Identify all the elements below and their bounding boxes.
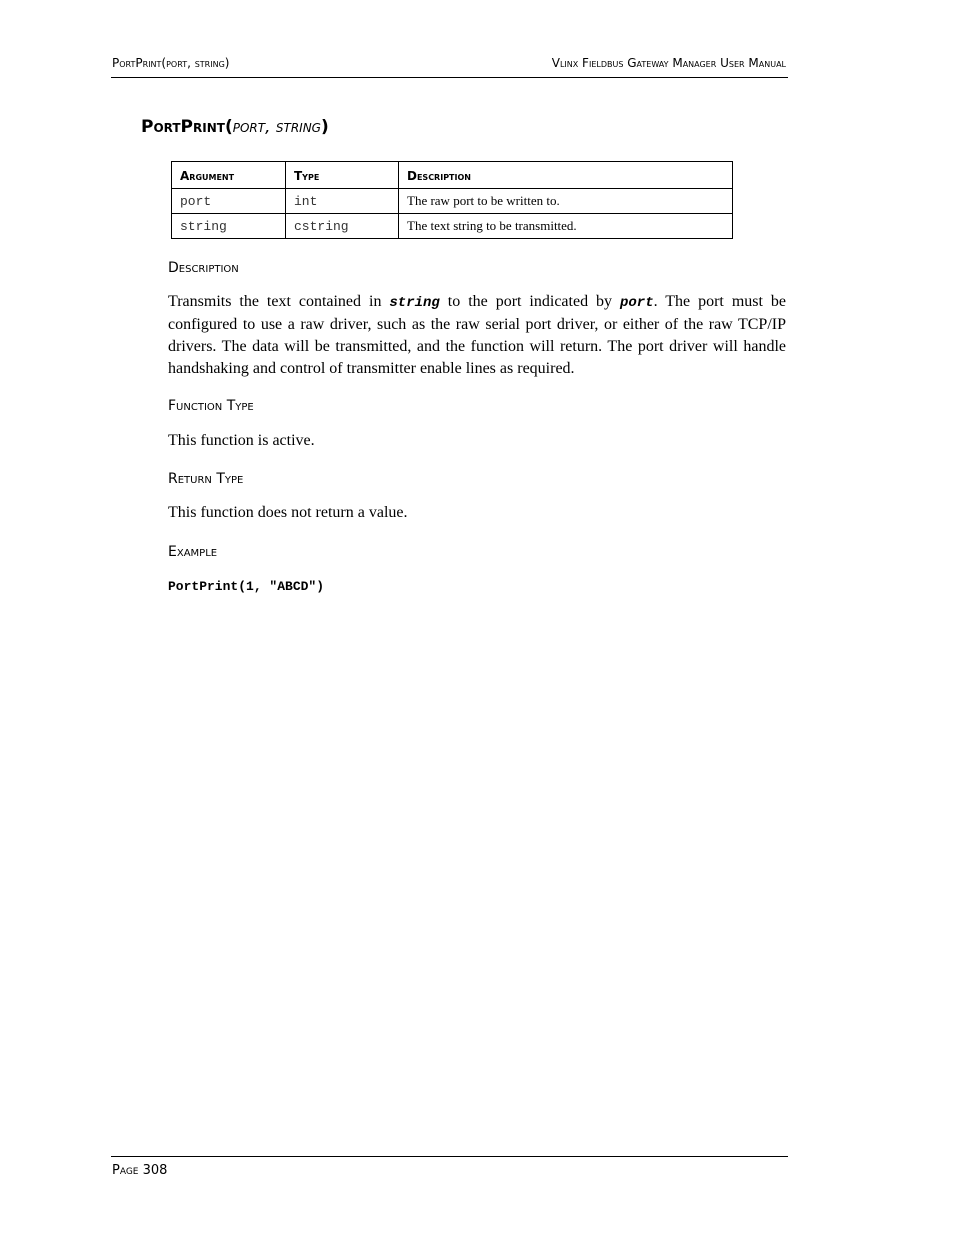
example-code: PortPrint(1, "ABCD") [168,579,325,594]
page-header [111,55,788,78]
arguments-table [171,161,733,239]
function-args: port, string [232,117,321,137]
page-number: Page 308 [112,1163,168,1178]
description-heading: Description [168,260,239,276]
description-text: . The port must be configured to use a raw driver, such as the raw serial port driver, or either of the raw TCP/IP drivers. The data will be transmitted, and the function will return. The port driver will handle handshaking and control of transmitter enable lines as required. [168,293,787,377]
inline-code-port: port [619,295,654,311]
table-row [172,189,733,214]
example-heading: Example [168,544,218,560]
cell-argument: port [172,189,286,214]
cell-argument: string [172,214,286,239]
cell-type: cstring [286,214,399,239]
cell-type: int [286,189,399,214]
function-close: ) [320,117,329,137]
function-title [141,117,329,137]
header-manual-title: Vlinx Fieldbus Gateway Manager User Manual [551,56,786,70]
description-text: to the port indicated by [439,293,620,310]
function-name: PortPrint( [141,117,233,137]
column-header-type: Type [286,162,399,189]
description-paragraph [168,291,786,380]
description-text: Transmits the text contained in [168,293,390,310]
return-type-heading: Return Type [168,471,244,487]
page-footer [111,1156,788,1178]
cell-description: The raw port to be written to. [399,189,733,214]
function-type-heading: Function Type [168,398,254,414]
cell-description: The text string to be transmitted. [399,214,733,239]
return-type-text: This function does not return a value. [168,504,408,521]
column-header-description: Description [399,162,733,189]
table-header-row [172,162,733,189]
column-header-argument: Argument [172,162,286,189]
table-row [172,214,733,239]
inline-code-string: string [389,295,440,311]
function-type-text: This function is active. [168,432,315,449]
header-section-title: PortPrint(port, string) [112,56,230,70]
